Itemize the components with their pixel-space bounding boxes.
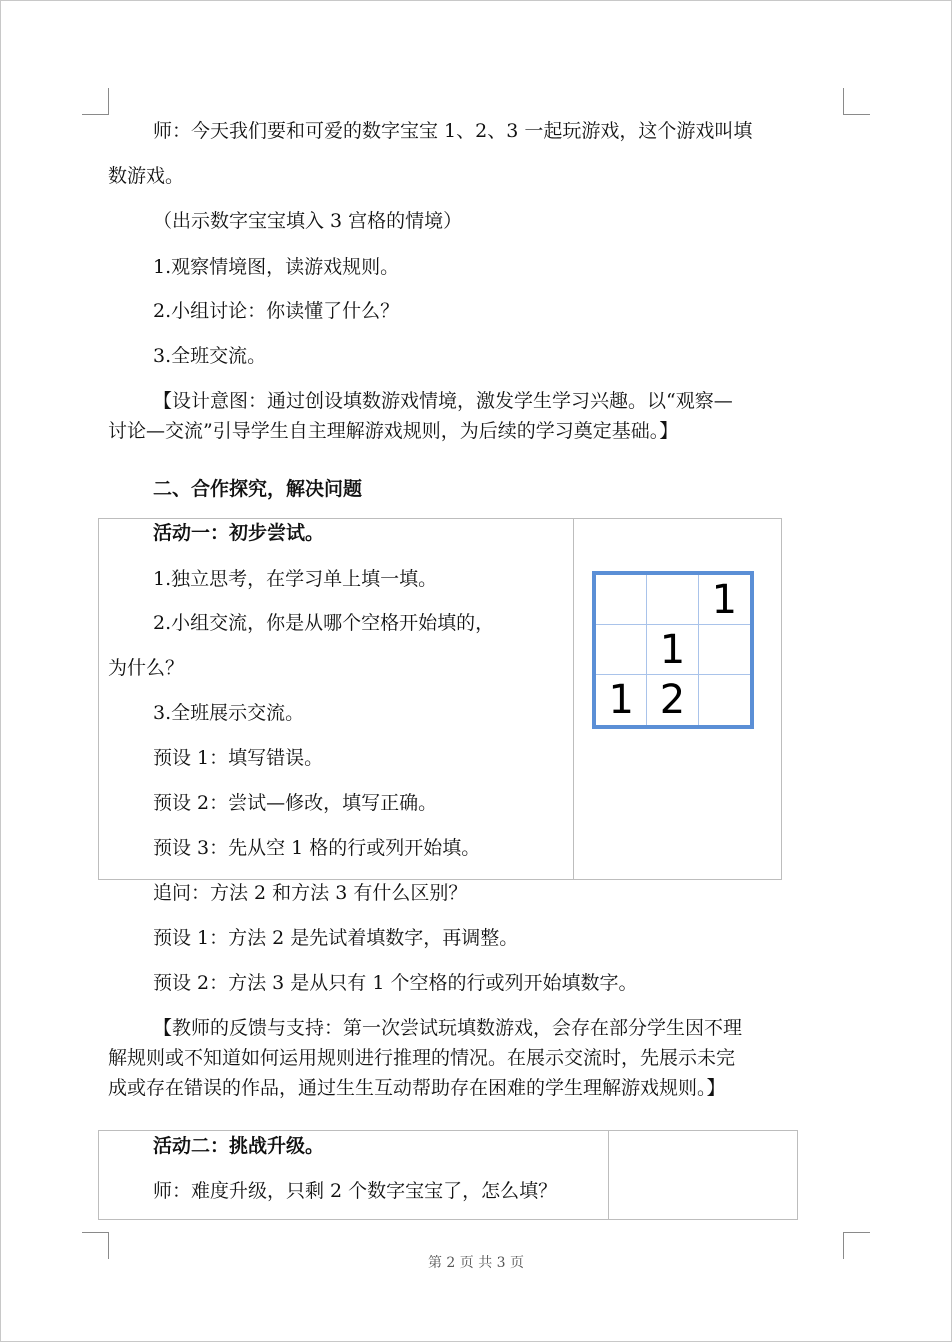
grid-cell bbox=[596, 575, 647, 625]
intro-step-3: 3.全班交流。 bbox=[153, 345, 267, 367]
grid-cell bbox=[647, 575, 698, 625]
feedback-line-2: 解规则或不知道如何运用规则进行推理的情况。在展示交流时，先展示未完 bbox=[108, 1047, 736, 1069]
activity2-table-divider bbox=[608, 1131, 609, 1219]
followup-preset-1: 预设 1：方法 2 是先试着填数字，再调整。 bbox=[153, 927, 519, 949]
activity1-step-1: 1.独立思考，在学习单上填一填。 bbox=[153, 568, 438, 590]
section-heading: 二、合作探究，解决问题 bbox=[153, 478, 363, 500]
activity1-step-3: 3.全班展示交流。 bbox=[153, 702, 305, 724]
activity1-step-2-line-1: 2.小组交流，你是从哪个空格开始填的， bbox=[153, 612, 495, 634]
activity1-preset-1: 预设 1：填写错误。 bbox=[153, 747, 324, 769]
intro-step-2: 2.小组讨论：你读懂了什么？ bbox=[153, 300, 400, 322]
number-grid bbox=[592, 571, 754, 729]
activity1-step-2-line-2: 为什么？ bbox=[108, 657, 185, 679]
feedback-line-3: 成或存在错误的作品，通过生生互动帮助存在困难的学生理解游戏规则。】 bbox=[108, 1077, 726, 1099]
grid-cell bbox=[596, 625, 647, 675]
grid-cell: 1 bbox=[699, 575, 750, 625]
activity1-title: 活动一：初步尝试。 bbox=[153, 522, 325, 544]
intro-line-1: 师：今天我们要和可爱的数字宝宝 1、2、3 一起玩游戏，这个游戏叫填 bbox=[153, 120, 753, 142]
page-number-footer: 第 2 页 共 3 页 bbox=[427, 1255, 525, 1271]
grid-cell: 2 bbox=[647, 675, 698, 725]
margin-mark-top-left bbox=[82, 88, 109, 115]
margin-mark-top-right bbox=[843, 88, 870, 115]
followup-question: 追问：方法 2 和方法 3 有什么区别？ bbox=[153, 882, 468, 904]
followup-preset-2: 预设 2：方法 3 是从只有 1 个空格的行或列开始填数字。 bbox=[153, 972, 638, 994]
grid-cell: 1 bbox=[596, 675, 647, 725]
design-intent-line-2: 讨论—交流”引导学生自主理解游戏规则，为后续的学习奠定基础。】 bbox=[108, 420, 679, 442]
intro-step-1: 1.观察情境图，读游戏规则。 bbox=[153, 256, 400, 278]
feedback-line-1: 【教师的反馈与支持：第一次尝试玩填数游戏，会存在部分学生因不理 bbox=[153, 1017, 743, 1039]
activity1-preset-3: 预设 3：先从空 1 格的行或列开始填。 bbox=[153, 837, 481, 859]
activity1-table-divider bbox=[573, 519, 574, 879]
grid-cell bbox=[699, 625, 750, 675]
activity1-preset-2: 预设 2：尝试—修改，填写正确。 bbox=[153, 792, 438, 814]
intro-line-2: 数游戏。 bbox=[108, 165, 185, 187]
grid-cell: 1 bbox=[647, 625, 698, 675]
activity2-title: 活动二：挑战升级。 bbox=[153, 1135, 325, 1157]
grid-cell bbox=[699, 675, 750, 725]
activity2-line-1: 师：难度升级，只剩 2 个数字宝宝了，怎么填？ bbox=[153, 1180, 558, 1202]
design-intent-line-1: 【设计意图：通过创设填数游戏情境，激发学生学习兴趣。以“观察— bbox=[153, 390, 733, 412]
situation-text: （出示数字宝宝填入 3 宫格的情境） bbox=[153, 210, 463, 232]
